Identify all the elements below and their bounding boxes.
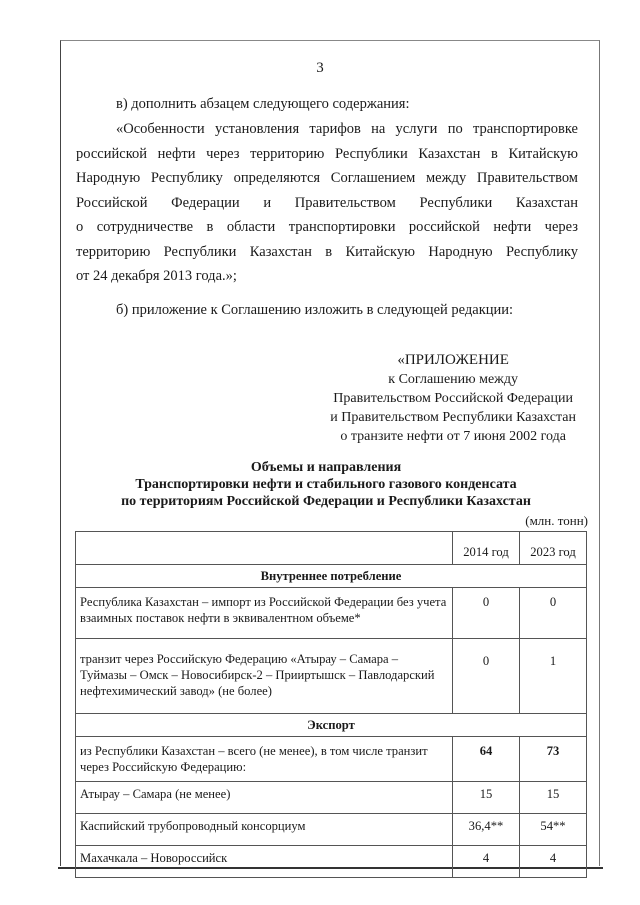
appendix-line-2: Правительством Российской Федерации [333, 391, 573, 406]
units-label: (млн. тонн) [525, 513, 588, 528]
row-value-2014: 15 [453, 782, 520, 814]
row-value-2023: 54** [520, 814, 587, 846]
table-row [76, 814, 587, 846]
section-row-domestic [76, 565, 587, 588]
header-2014: 2014 год [453, 532, 520, 565]
section-row-export [76, 714, 587, 737]
row-label: Махачкала – Новороссийск [76, 846, 453, 878]
quoted-paragraph [76, 117, 578, 289]
row-value-2023: 0 [520, 588, 587, 639]
quote-line-7: от 24 декабря 2013 года.»; [76, 268, 237, 284]
row-label: из Республики Казахстан – всего (не менее), в том числе транзит через Российскую Федерацию: [76, 737, 453, 782]
page-number: 3 [316, 60, 324, 76]
appendix-title: «ПРИЛОЖЕНИЕ [397, 352, 509, 368]
table-title-line-1: Объемы и направления [250, 460, 402, 475]
quote-line-1: «Особенности установления тарифов на услуги по транспортировке [116, 121, 578, 137]
paragraph-v-intro: в) дополнить абзацем следующего содержания: [116, 96, 410, 112]
paragraph-b: б) приложение к Соглашению изложить в следующей редакции: [116, 302, 514, 318]
row-value-2014: 36,4** [453, 814, 520, 846]
row-label: Каспийский трубопроводный консорциум [76, 814, 453, 846]
volumes-table [75, 531, 587, 878]
section-domestic: Внутреннее потребление [76, 565, 587, 588]
appendix-line-3: и Правительством Республики Казахстан [330, 410, 576, 425]
table-row [76, 588, 587, 639]
table-row [76, 737, 587, 782]
row-label: Республика Казахстан – импорт из Российской Федерации без учета взаимных поставок нефти в эквивалентном объеме* [76, 588, 453, 639]
row-value-2023: 1 [520, 639, 587, 714]
table-row [76, 782, 587, 814]
row-value-2014: 0 [453, 639, 520, 714]
quote-line-4: Российской Федерации и Правительством Республики Казахстан [76, 194, 578, 211]
header-2023: 2023 год [520, 532, 587, 565]
quote-line-2: российской нефти через территорию Республики Казахстан в Китайскую [76, 145, 578, 162]
row-label: Атырау – Самара (не менее) [76, 782, 453, 814]
section-export: Экспорт [76, 714, 587, 737]
row-label: транзит через Российскую Федерацию «Атырау – Самара – Туймазы – Омск – Новосибирск-2 – Прииртышск – Павлодарский нефтехимический завод» (не более) [76, 639, 453, 714]
header-empty-cell [76, 532, 453, 565]
quote-line-3: Народную Республику определяются Соглашением между Правительством [76, 170, 578, 186]
quote-line-6: территорию Республики Казахстан в Китайскую Народную Республику [76, 243, 578, 260]
table-row [76, 639, 587, 714]
quote-line-5: о сотрудничестве в области транспортировки российской нефти через [76, 219, 578, 235]
table-title-line-2: Транспортировки нефти и стабильного газового конденсата [135, 477, 517, 492]
table-row [76, 846, 587, 878]
row-value-2023: 73 [520, 737, 587, 782]
appendix-heading [276, 351, 576, 446]
row-value-2014: 4 [453, 846, 520, 878]
row-value-2023: 4 [520, 846, 587, 878]
appendix-line-1: к Соглашению между [388, 372, 518, 387]
table-header-row [76, 532, 587, 565]
appendix-line-4: о транзите нефти от 7 июня 2002 года [340, 429, 566, 444]
row-value-2014: 0 [453, 588, 520, 639]
row-value-2014: 64 [453, 737, 520, 782]
row-value-2023: 15 [520, 782, 587, 814]
table-title-line-3: по территориям Российской Федерации и Республики Казахстан [121, 494, 531, 509]
